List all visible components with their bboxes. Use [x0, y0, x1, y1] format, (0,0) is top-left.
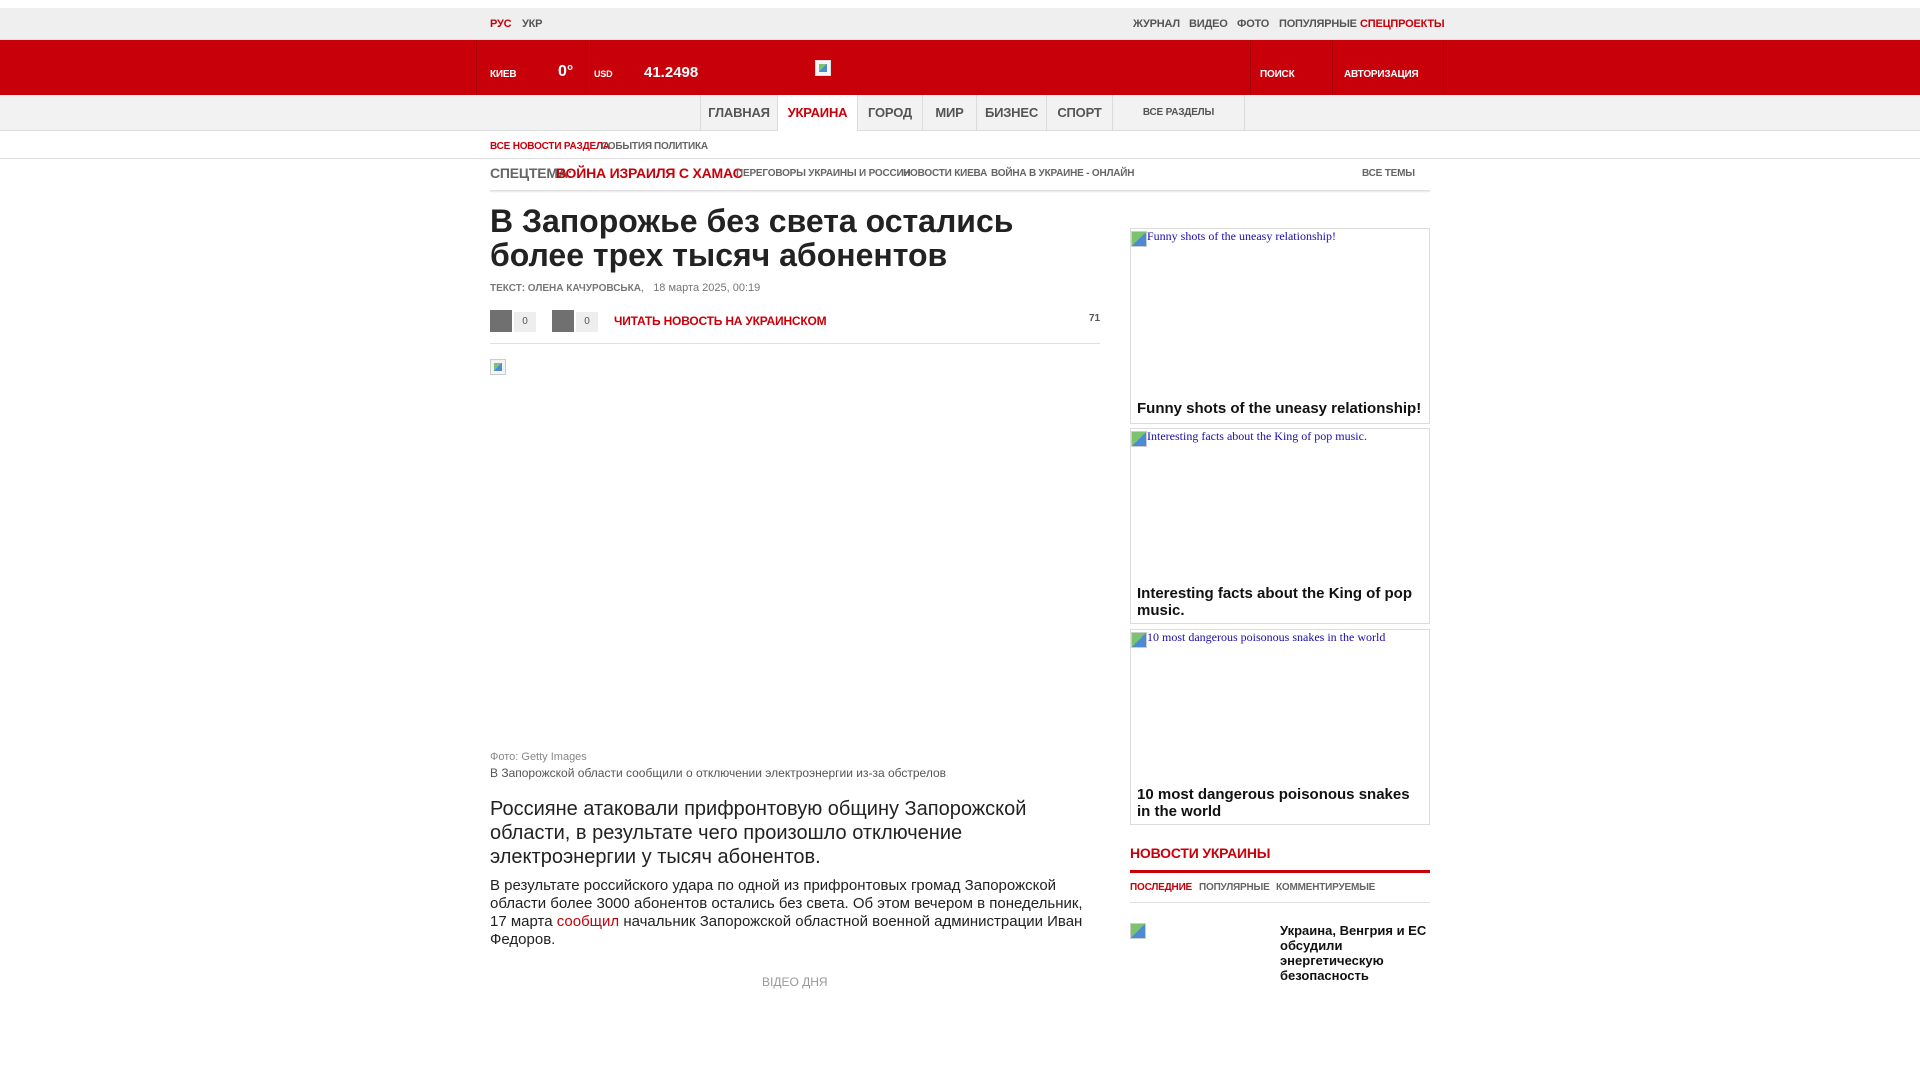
top-strip [0, 8, 1920, 40]
top-link-photo[interactable]: ФОТО [1237, 18, 1270, 30]
lang-ua[interactable]: УКР [522, 18, 543, 30]
promo-title[interactable]: Interesting facts about the King of pop music. [1137, 585, 1412, 619]
nav-city[interactable]: ГОРОД [857, 95, 922, 131]
article-date: 18 марта 2025, 00:19 [653, 282, 761, 294]
header-bar [0, 40, 1920, 95]
read-in-ukrainian-link[interactable]: ЧИТАТЬ НОВОСТЬ НА УКРАИНСКОМ [614, 314, 827, 328]
theme-featured[interactable]: ВОЙНА ИЗРАИЛЯ С ХАМАС [556, 165, 743, 181]
theme-link-negotiations[interactable]: ПЕРЕГОВОРЫ УКРАИНЫ И РОССИИ [736, 168, 911, 179]
news-item-title[interactable]: Украина, Венгрия и ЕС обсудили энергетическую безопасность [1280, 923, 1427, 983]
paragraph-text-start: В результате российского удара по одной из прифронтовых громад Запорожской области более 3000 абонентов остались без света. Об этом вечером в понедельник, 17 марта [490, 877, 1083, 930]
paragraph-text-end: начальник Запорожской областной военной администрации Иван Федоров. [490, 913, 1083, 948]
auth-button[interactable]: АВТОРИЗАЦИЯ [1344, 69, 1419, 80]
news-thumbnail[interactable] [1130, 923, 1146, 939]
currency-label: USD [594, 69, 613, 79]
theme-all[interactable]: ВСЕ ТЕМЫ [1362, 168, 1415, 179]
city-label[interactable]: КИЕВ [490, 69, 517, 80]
theme-link-kyiv-news[interactable]: НОВОСТИ КИЕВА [903, 168, 988, 179]
news-tab-commented[interactable]: КОММЕНТИРУЕМЫЕ [1276, 882, 1376, 893]
temperature: 0° [558, 63, 574, 80]
article-lead: Россияне атаковали прифронтовую общину Запорожской области, в результате чего произошло отключение электроэнергии у тысяч абонентов. [490, 798, 1027, 868]
promo-title[interactable]: 10 most dangerous poisonous snakes in the world [1137, 786, 1410, 820]
subnav-politics[interactable]: ПОЛИТИКА [654, 141, 708, 152]
site-logo[interactable] [815, 60, 831, 76]
auth-cell[interactable] [1332, 40, 1444, 95]
video-of-the-day-label: ВІДЕО ДНЯ [762, 975, 828, 989]
lang-ru[interactable]: РУС [490, 18, 512, 30]
promo-card[interactable] [1130, 228, 1430, 424]
twitter-icon[interactable] [552, 310, 574, 332]
news-ukraine-heading[interactable]: НОВОСТИ УКРАИНЫ [1130, 845, 1271, 861]
facebook-icon[interactable] [490, 310, 512, 332]
subnav-events[interactable]: СОБЫТИЯ [601, 141, 652, 152]
news-tab-latest[interactable]: ПОСЛЕДНИЕ [1130, 882, 1193, 893]
nav-sport[interactable]: СПОРТ [1046, 95, 1112, 131]
news-tab-divider [1130, 902, 1430, 903]
promo-title[interactable]: Funny shots of the uneasy relationship! [1137, 400, 1422, 417]
facebook-count: 0 [514, 312, 536, 332]
article-title: В Запорожье без света остались более трех тысяч абонентов [490, 203, 1014, 273]
nav-all-sections[interactable]: ВСЕ РАЗДЕЛЫ [1112, 95, 1245, 131]
promo-card[interactable] [1130, 629, 1430, 825]
news-tab-popular[interactable]: ПОПУЛЯРНЫЕ [1199, 882, 1270, 893]
news-heading-rule [1130, 870, 1430, 873]
promo-card[interactable] [1130, 428, 1430, 624]
currency-rate: 41.2498 [644, 64, 699, 81]
top-link-video[interactable]: ВИДЕО [1189, 18, 1228, 30]
main-nav [0, 95, 1920, 131]
search-cell[interactable] [1250, 40, 1332, 95]
subnav-all-news[interactable]: ВСЕ НОВОСТИ РАЗДЕЛА [490, 141, 610, 152]
nav-home[interactable]: ГЛАВНАЯ [700, 95, 777, 131]
nav-business[interactable]: БИЗНЕС [976, 95, 1046, 131]
source-link[interactable]: сообщил [556, 913, 620, 930]
byline: ТЕКСТ: ОЛЕНА КАЧУРОВСЬКА, 18 марта 2025, 00:19 [490, 282, 761, 294]
theme-link-war-online[interactable]: ВОЙНА В УКРАИНЕ - ОНЛАЙН [991, 168, 1135, 179]
search-button[interactable]: ПОИСК [1260, 69, 1295, 80]
article-divider [490, 343, 1100, 344]
special-theme-bar [490, 160, 1430, 192]
view-count: 71 [1089, 313, 1101, 324]
top-link-popular[interactable]: ПОПУЛЯРНЫЕ [1279, 18, 1357, 30]
promo-image[interactable]: Funny shots of the uneasy relationship! [1131, 229, 1336, 244]
article-author[interactable]: ТЕКСТ: ОЛЕНА КАЧУРОВСЬКА [490, 283, 641, 294]
nav-world[interactable]: МИР [922, 95, 976, 131]
article-image [490, 359, 506, 375]
photo-credit: Фото: Getty Images [490, 751, 587, 763]
promo-image[interactable]: 10 most dangerous poisonous snakes in the world [1131, 630, 1385, 645]
section-subnav [0, 131, 1920, 159]
top-link-journal[interactable]: ЖУРНАЛ [1133, 18, 1180, 30]
theme-label: СПЕЦТЕМА: [490, 165, 573, 181]
promo-image[interactable]: Interesting facts about the King of pop music. [1131, 429, 1367, 444]
twitter-count: 0 [576, 312, 598, 332]
photo-caption: В Запорожской области сообщили о отключении электроэнергии из-за обстрелов [490, 766, 947, 780]
article-paragraph [490, 877, 1090, 949]
theme-divider [490, 190, 1430, 193]
top-link-specprojects[interactable]: СПЕЦПРОЕКТЫ [1360, 18, 1445, 30]
nav-ukraine[interactable]: УКРАИНА [777, 95, 857, 131]
